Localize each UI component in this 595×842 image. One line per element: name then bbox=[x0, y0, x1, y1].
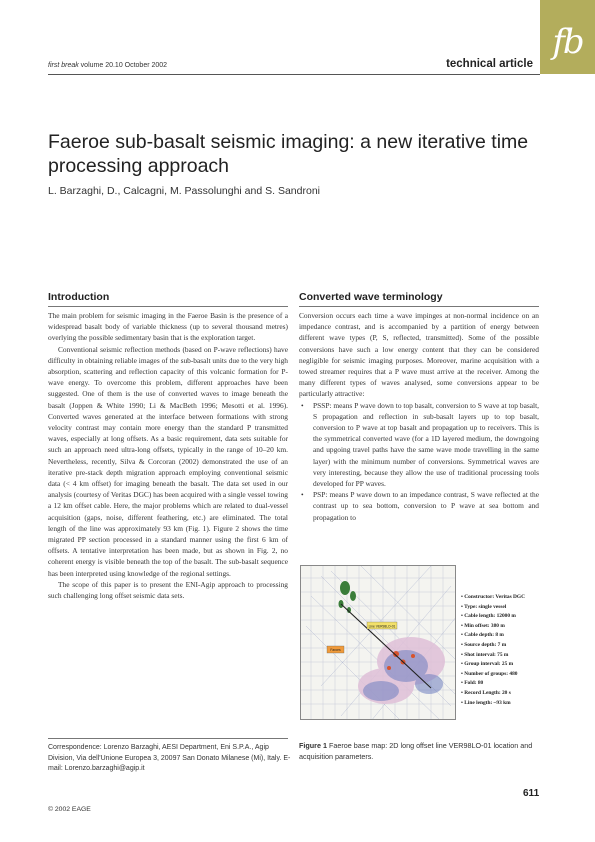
figure-caption bbox=[299, 740, 549, 762]
parameter-item: • Type: single vessel bbox=[461, 603, 507, 610]
parameter-item: • Group interval: 25 m bbox=[461, 661, 514, 668]
parameter-item: • Source depth: 7 m bbox=[461, 641, 507, 648]
intro-paragraph: The scope of this paper is to present the ENI-Agip approach to processing such challenging long offset seismic data sets. bbox=[48, 579, 288, 601]
list-item-text: PSSP: means P wave down to top basalt, conversion to S wave at top basalt, S propagation and reflection in sub-basalt layers up to top basalt, conversion to P wave at top basalt and propagation up to receivers. This is the symmetrical converted wave (for a 1D layered medium, the downgoing and upgoing travel paths have the same wave mode travelling in the same layer) with the minimum number of conversions. Symmetrical waves are very interesting, because they allow the use of traditional processing tools developed for PP waves. bbox=[313, 400, 539, 489]
parameter-item: • Shot interval: 75 m bbox=[461, 651, 509, 658]
terminology-heading: Converted wave terminology bbox=[299, 291, 443, 303]
article-authors: L. Barzaghi, D., Calcagni, M. Passolunghi and S. Sandroni bbox=[48, 185, 320, 197]
article-title: Faeroe sub-basalt seismic imaging: a new iterative time processing approach bbox=[48, 131, 529, 177]
journal-issue: volume 20.10 October 2002 bbox=[78, 62, 168, 69]
base-map-graphic bbox=[301, 566, 456, 720]
footnote-rule bbox=[48, 738, 288, 739]
parameter-item: • Constructor: Veritas DGC bbox=[461, 594, 526, 600]
logo-text: fb bbox=[552, 22, 583, 62]
introduction-body bbox=[48, 310, 288, 601]
bullet-icon: • bbox=[301, 400, 304, 410]
map-area-label: Faroes bbox=[330, 648, 341, 653]
list-item-text: PSP: means P wave down to an impedance contrast, S wave reflected at the contrast up to sea bottom, conversion to P wave at sea bottom and propagation to bbox=[313, 490, 539, 522]
list-item bbox=[299, 400, 539, 490]
journal-info bbox=[48, 62, 167, 69]
acquisition-parameters bbox=[461, 593, 525, 708]
list-item bbox=[299, 489, 539, 523]
terminology-rule bbox=[299, 306, 539, 307]
parameter-item: • Record Length: 20 s bbox=[461, 689, 511, 696]
wave-type-list bbox=[299, 400, 539, 523]
correspondence-footnote: Correspondence: Lorenzo Barzaghi, AESI Department, Eni S.P.A., Agip Division, Via dell'Unione Europea 3, 20097 San Donato Milanese (Mi), Italy. E-mail: Lorenzo.barzaghi@agip.it bbox=[48, 744, 291, 772]
parameter-item: • Min offset: 380 m bbox=[461, 622, 505, 629]
terminology-body bbox=[299, 310, 539, 523]
header-divider bbox=[48, 74, 540, 75]
bullet-icon: • bbox=[301, 490, 304, 500]
figure-label: Figure 1 bbox=[299, 741, 327, 750]
section-label: technical article bbox=[446, 58, 533, 70]
page-number: 611 bbox=[523, 788, 540, 799]
base-map-figure bbox=[300, 565, 456, 720]
intro-paragraph: Conventional seismic reflection methods (based on P-wave reflections) have difficulty in obtaining reliable images of the sub-basalt units due to the very high absorption, scattering and reflection capacity of this volcanic formation for P-wave energy. To overcome this problem, different approaches have been suggested. One of them is the use of converted waves to image beneath the basalt (Joppen & White 1990; Li & MacBeth 1996; Mesotti et al. 1996). Converted waves generated at the interface between formations with strong velocity contrast may contain more energy than the standard P transmitted waves, especially at long offsets. As a basic requirement, data sets suitable for such an approach need ultra-long offsets, typically in the range of 10–20 km. Nevertheless, recently, Silva & Corcoran (2002) demonstrated the use of an iterative pre-stack depth migration approach employing conventional seismic data (< 4 km offset) for imaging beneath the basalt. The data set used in our analysis (courtesy of Veritas DGC) has been acquired with a single vessel towing a 12 km offset cable. Here, the major problems which are related to dual-vessel acquisition (gaps, noise, different feathering, etc.) are eliminated. The total length of the line was approximately 93 km (Fig. 1). Figure 2 shows the time migrated PP section processed in a standard manner using the first 6 km of offsets. A tentative interpretation has been made, but as shown in Fig. 2, no coherent energy is visible beneath the top of the basalt. The sub-basalt sequence has been interpreted using knowledge of the regional settings. bbox=[48, 344, 288, 578]
parameter-item: • Number of groups: 480 bbox=[461, 670, 518, 677]
map-line-label: Line VER98LO-01 bbox=[368, 624, 396, 629]
terminology-intro: Conversion occurs each time a wave impinges at non-normal incidence on an impedance contrast, and is accompanied by a partition of energy between different wave types (P, S, reflected, transmitted). Some of the possible conversions have such a low energy content that they can be considered negligible for seismic imaging purposes. Moreover, marine acquisition with a towed streamer requires that a P wave must arrive at the receiver. Among the many different types of waves analysed, some conversions appear to be particularly attractive: bbox=[299, 311, 539, 399]
parameter-item: • Fold: 80 bbox=[461, 680, 484, 687]
introduction-rule bbox=[48, 306, 288, 307]
intro-paragraph: The main problem for seismic imaging in the Faeroe Basin is the presence of a widespread basalt body of variable thickness (up to several thousand metres) overlying the possible sedimentary basin that is the exploration target. bbox=[48, 311, 288, 343]
journal-logo bbox=[540, 0, 595, 74]
introduction-heading: Introduction bbox=[48, 291, 110, 303]
parameter-item: • Cable depth: 8 m bbox=[461, 632, 504, 639]
parameter-item: • Line length: ~93 km bbox=[461, 699, 511, 706]
journal-name: first break bbox=[48, 62, 79, 69]
copyright-notice: © 2002 EAGE bbox=[48, 806, 91, 813]
figure-caption-text: Faeroe base map: 2D long offset line VER98LO-01 location and acquisition parameters. bbox=[299, 741, 533, 761]
parameter-item: • Cable length: 12000 m bbox=[461, 613, 516, 620]
